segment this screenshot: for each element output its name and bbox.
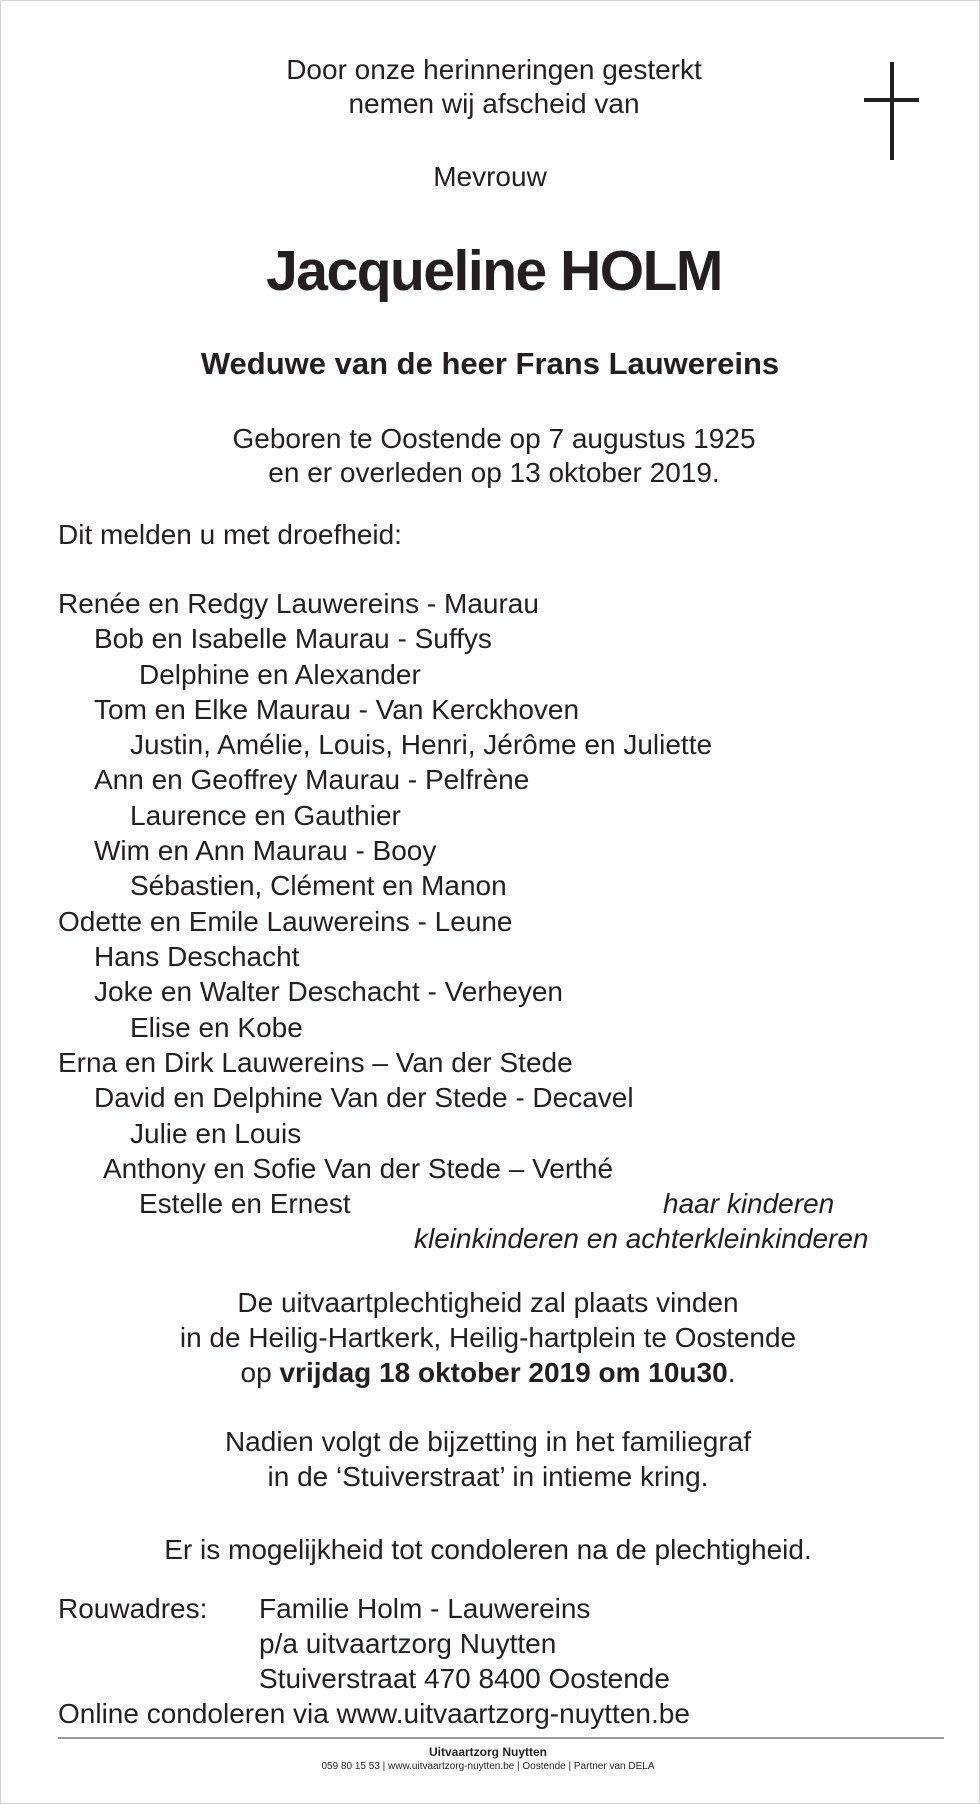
ceremony-line: in de Heilig-Hartkerk, Heilig-hartplein te Oostende: [179, 1322, 797, 1353]
family-line: Ann en Geoffrey Maurau - Pelfrène: [94, 764, 530, 795]
burial-text: [0, 1425, 976, 1495]
address-line: Familie Holm - Lauwereins: [259, 1593, 591, 1624]
intro-line: nemen wij afscheid van: [348, 88, 640, 119]
address-line: Stuiverstraat 470 8400 Oostende: [259, 1663, 670, 1694]
footer-divider: [58, 1737, 944, 1739]
family-line: Estelle en Ernest: [139, 1188, 351, 1219]
widow-line: Weduwe van de heer Frans Lauwereins: [200, 346, 780, 381]
family-line: David en Delphine Van der Stede - Decavel: [94, 1082, 634, 1113]
burial-line: Nadien volgt de bijzetting in het familiegraf: [224, 1426, 752, 1457]
intro-line: Door onze herinneringen gesterkt: [286, 54, 702, 85]
honorific: Mevrouw: [433, 161, 547, 192]
ceremony-datetime-line: [0, 1356, 976, 1391]
relation-grandchildren: kleinkinderen en achterkleinkinderen: [414, 1223, 869, 1254]
condolence-note: Er is mogelijkheid tot condoleren na de plechtigheid.: [164, 1534, 812, 1565]
family-line: Julie en Louis: [130, 1118, 302, 1149]
family-line: Justin, Amélie, Louis, Henri, Jérôme en Juliette: [130, 729, 713, 760]
ceremony-line: De uitvaartplechtigheid zal plaats vinden: [237, 1287, 739, 1318]
ceremony-prefix: op: [240, 1357, 280, 1388]
born-line: en er overleden op 13 oktober 2019.: [268, 457, 720, 488]
address-label: Rouwadres:: [58, 1593, 208, 1624]
footer-company: Uitvaartzorg Nuytten: [428, 1745, 547, 1759]
online-condolence: Online condoleren via www.uitvaartzorg-nuytten.be: [58, 1698, 690, 1729]
birth-death-text: [0, 422, 980, 490]
ceremony-text: [0, 1286, 976, 1391]
relation-children: haar kinderen: [663, 1188, 835, 1219]
family-line: Hans Deschacht: [94, 941, 300, 972]
family-line: Sébastien, Clément en Manon: [130, 870, 507, 901]
ceremony-datetime: vrijdag 18 oktober 2019 om 10u30: [279, 1357, 728, 1388]
family-line: Delphine en Alexander: [139, 659, 421, 690]
footer-info: 059 80 15 53 | www.uitvaartzorg-nuytten.be | Oostende | Partner van DELA: [321, 1761, 655, 1772]
intro-text: [0, 53, 980, 121]
born-line: Geboren te Oostende op 7 augustus 1925: [232, 423, 756, 454]
announce-text: Dit melden u met droefheid:: [58, 519, 402, 550]
family-line: Bob en Isabelle Maurau - Suffys: [94, 623, 492, 654]
family-line: Tom en Elke Maurau - Van Kerckhoven: [94, 694, 580, 725]
family-line: Elise en Kobe: [130, 1012, 303, 1043]
family-line: Wim en Ann Maurau - Booy: [94, 835, 437, 866]
address-line: p/a uitvaartzorg Nuytten: [259, 1628, 557, 1659]
deceased-name: Jacqueline HOLM: [266, 239, 722, 303]
family-line: Laurence en Gauthier: [130, 800, 401, 831]
burial-line: in de ‘Stuiverstraat’ in intieme kring.: [267, 1461, 709, 1492]
family-line: Renée en Redgy Lauwereins - Maurau: [58, 588, 539, 619]
ceremony-suffix: .: [727, 1357, 736, 1388]
family-line: Anthony en Sofie Van der Stede – Verthé: [103, 1153, 614, 1184]
family-line: Odette en Emile Lauwereins - Leune: [58, 906, 513, 937]
family-line: Erna en Dirk Lauwereins – Van der Stede: [58, 1047, 573, 1078]
cross-icon: [862, 62, 922, 160]
family-line: Joke en Walter Deschacht - Verheyen: [94, 976, 563, 1007]
